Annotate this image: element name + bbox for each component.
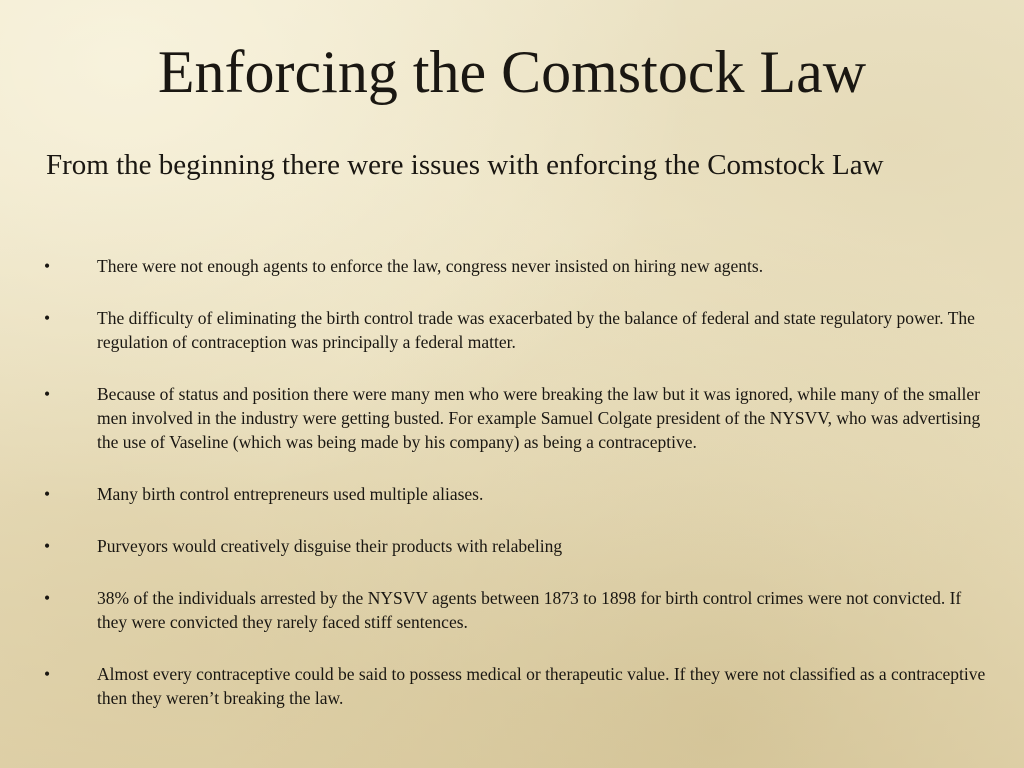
bullet-text: There were not enough agents to enforce the law, congress never insisted on hiring new agents. — [97, 256, 764, 276]
bullet-text: The difficulty of eliminating the birth control trade was exacerbated by the balance of federal and state regulatory power. The regulation of contraception was principally a federal matter. — [97, 308, 975, 352]
bullet-dot-icon: • — [44, 256, 51, 276]
bullet-list — [0, 254, 1024, 738]
bullet-text: 38% of the individuals arrested by the NYSVV agents between 1873 to 1898 for birth control crimes were not convicted. If they were convicted they rarely faced stiff sentences. — [97, 588, 962, 632]
bullet-item — [0, 534, 1024, 558]
bullet-item — [0, 586, 1024, 634]
bullet-dot-icon: • — [44, 536, 51, 556]
bullet-item — [0, 482, 1024, 506]
bullet-dot-icon: • — [44, 308, 51, 328]
bullet-dot-icon: • — [44, 384, 51, 404]
bullet-text: Many birth control entrepreneurs used multiple aliases. — [97, 484, 484, 504]
bullet-item — [0, 306, 1024, 354]
bullet-dot-icon: • — [44, 664, 51, 684]
slide-title: Enforcing the Comstock Law — [157, 39, 867, 105]
bullet-item — [0, 382, 1024, 454]
bullet-dot-icon: • — [44, 588, 51, 608]
slide-intro: From the beginning there were issues with enforcing the Comstock Law — [46, 149, 884, 181]
bullet-item — [0, 662, 1024, 710]
bullet-text: Purveyors would creatively disguise their products with relabeling — [97, 536, 563, 556]
bullet-dot-icon: • — [44, 484, 51, 504]
bullet-text: Almost every contraceptive could be said to possess medical or therapeutic value. If they were not classified as a contraceptive then they weren’t breaking the law. — [97, 664, 986, 708]
bullet-item — [0, 254, 1024, 278]
bullet-text: Because of status and position there were many men who were breaking the law but it was ignored, while many of the smaller men involved in the industry were getting busted. For example Samuel Colgate president of the NYSVV, who was advertising the use of Vaseline (which was being made by his company) as being a contraceptive. — [97, 384, 981, 452]
